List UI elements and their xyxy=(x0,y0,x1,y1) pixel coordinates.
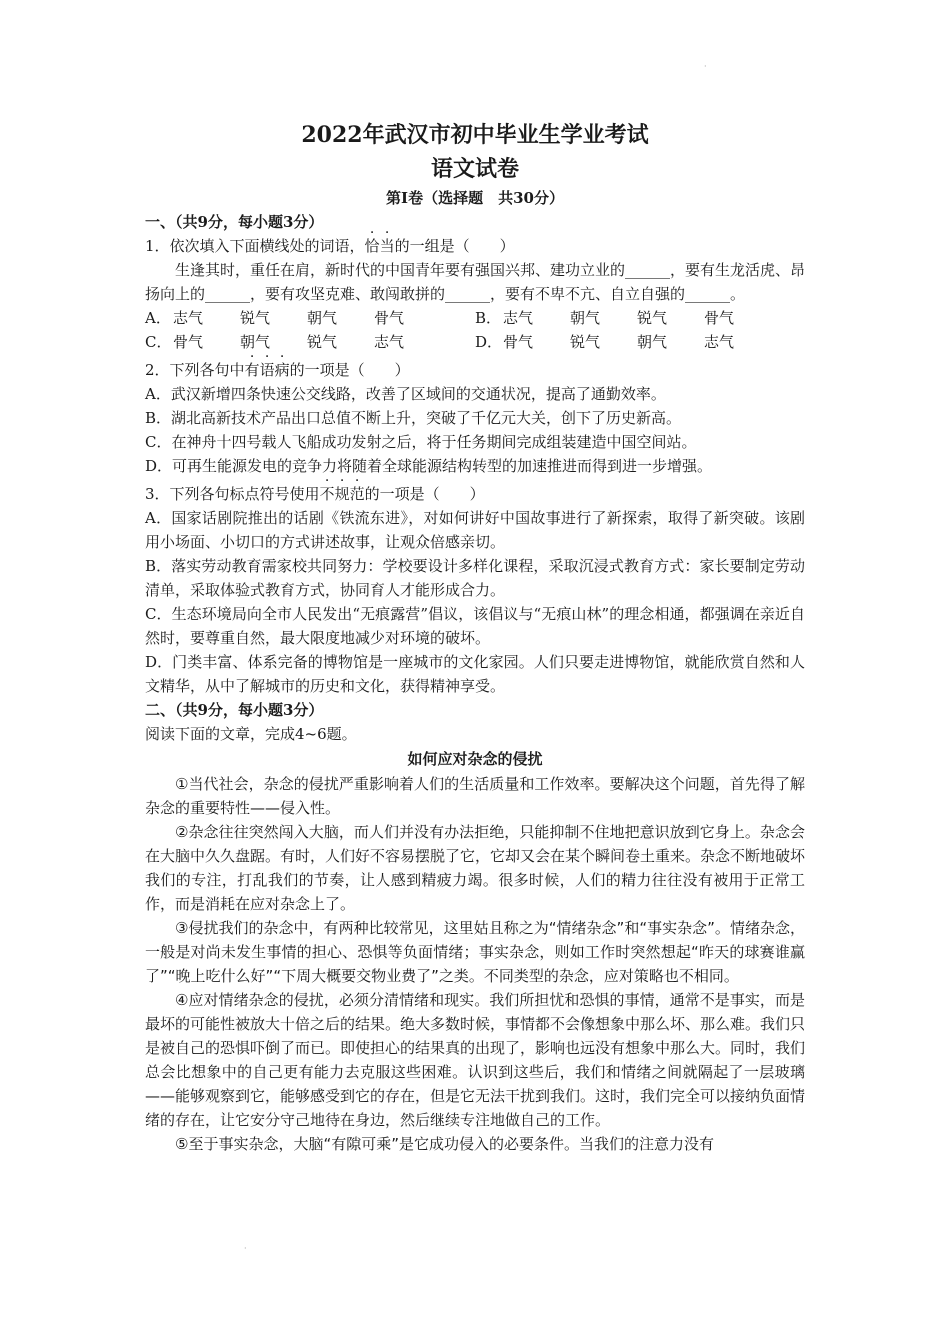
option-c: C． 骨气 朝气 锐气 志气 xyxy=(145,333,405,351)
emphasis-char: 范 xyxy=(349,485,365,503)
emphasis-char: 不 xyxy=(319,485,335,503)
section2-heading: 二、（共9分，每小题3分） xyxy=(145,701,324,719)
article-paragraph: ①当代社会，杂念的侵扰严重影响着人们的生活质量和工作效率。要解决这个问题，首先得了解杂念的重要特性——侵入性。 xyxy=(145,775,805,817)
question-1-options-row-2 xyxy=(145,330,805,354)
option-a: A． 志气 锐气 朝气 骨气 xyxy=(145,309,405,327)
question-3-stem: 3．下列各句标点符号使用不规范的一项是（ ） xyxy=(145,482,805,506)
emphasis-char: 语 xyxy=(259,361,275,379)
question-3-option-a: A．国家话剧院推出的话剧《铁流东进》，对如何讲好中国故事进行了新探索，取得了新突破。该剧用小场面、小切口的方式讲述故事，让观众倍感亲切。 xyxy=(145,509,805,551)
question-3-option-b: B．落实劳动教育需家校共同努力：学校要设计多样化课程，采取沉浸式教育方式：家长要制定劳动清单，采取体验式教育方式，协同育人才能形成合力。 xyxy=(145,557,805,599)
article-paragraph: ④应对情绪杂念的侵扰，必须分清情绪和现实。我们所担忧和恐惧的事情，通常不是事实，而是最坏的可能性被放大十倍之后的结果。绝大多数时候，事情都不会像想象中那么坏、那么难。我们只是被自己的恐惧吓倒了而已。即使担心的结果真的出现了，影响也远没有想象中那么大。同时，我们总会比想象中的自己更有能力去克服这些困难。认识到这些后，我们和情绪之间就隔起了一层玻璃——能够观察到它，能够感受到它的存在，但是它无法干扰到我们。这时，我们完全可以接纳负面情绪的存在，让它安分守己地待在身边，然后继续专注地做自己的工作。 xyxy=(145,991,806,1129)
exam-subtitle: 语文试卷 xyxy=(430,156,519,182)
emphasis-char: 有 xyxy=(244,361,260,379)
question-2-stem: 2．下列各句中有语病的一项是（ ） xyxy=(145,358,805,382)
question-1-stem: 1．依次填入下面横线处的词语，恰当的一组是（ ） xyxy=(145,234,805,258)
exam-content xyxy=(145,110,805,1156)
emphasis-char: 规 xyxy=(334,485,350,503)
question-2-option-c: C．在神舟十四号载人飞船成功发射之后，将于任务期间完成组装建造中国空间站。 xyxy=(145,433,697,451)
scan-mark-bottom: · xyxy=(244,1244,247,1253)
article-title: 如何应对杂念的侵扰 xyxy=(407,750,543,768)
emphasis-char: 恰 xyxy=(364,237,380,255)
scan-mark-top: · xyxy=(704,62,707,71)
article-paragraph: ③侵扰我们的杂念中，有两种比较常见，这里姑且称之为“情绪杂念”和“事实杂念”。情绪杂念，一般是对尚未发生事情的担心、恐惧等负面情绪；事实杂念，则如工作时突然想起“昨天的球赛谁赢了”“晚上吃什么好”“下周大概要交物业费了”之类。不同类型的杂念，应对策略也不相同。 xyxy=(145,919,805,985)
option-b: B． 志气 朝气 锐气 骨气 xyxy=(475,309,735,327)
question-2-option-b: B．湖北高新技术产品出口总值不断上升，突破了千亿元大关，创下了历史新高。 xyxy=(145,409,682,427)
question-3-option-d: D．门类丰富、体系完备的博物馆是一座城市的文化家园。人们只要走进博物馆，就能欣赏自然和人文精华，从中了解城市的历史和文化，获得精神享受。 xyxy=(145,653,805,695)
option-d: D． 骨气 锐气 朝气 志气 xyxy=(475,333,735,351)
article-body xyxy=(145,772,805,1156)
section1-heading: 一、（共9分，每小题3分） xyxy=(145,213,324,231)
exam-title: 2022年武汉市初中毕业生学业考试 xyxy=(301,122,649,148)
emphasis-char: 病 xyxy=(274,361,290,379)
question-3-option-c: C．生态环境局向全市人民发出“无痕露营”倡议，该倡议与“无痕山林”的理念相通，都强调在亲近自然时，要尊重自然，最大限度地减少对环境的破坏。 xyxy=(145,605,805,647)
article-paragraph: ②杂念往往突然闯入大脑，而人们并没有办法拒绝，只能抑制不住地把意识放到它身上。杂念会在大脑中久久盘踞。有时，人们好不容易摆脱了它，它却又会在某个瞬间卷土重来。杂念不断地破坏我们的专注，打乱我们的节奏，让人感到精疲力竭。很多时候，人们的精力往往没有被用于正常工作，而是消耗在应对杂念上了。 xyxy=(145,823,806,913)
part-title: 第Ⅰ卷（选择题 共30分） xyxy=(386,189,564,207)
question-2-option-a: A．武汉新增四条快速公交线路，改善了区域间的交通状况，提高了通勤效率。 xyxy=(145,385,666,403)
article-paragraph: ⑤至于事实杂念，大脑“有隙可乘”是它成功侵入的必要条件。当我们的注意力没有 xyxy=(175,1135,714,1153)
question-1-passage: 生逢其时，重任在肩，新时代的中国青年要有强国兴邦、建功立业的______，要有生龙活虎、昂扬向上的______，要有攻坚克难、敢闯敢拼的______，要有不卑不亢、自立自强的______。 xyxy=(145,261,806,303)
emphasis-char: 当 xyxy=(379,237,395,255)
question-2-option-d: D．可再生能源发电的竞争力将随着全球能源结构转型的加速推进而得到进一步增强。 xyxy=(145,457,713,475)
question-1-options-row-1 xyxy=(145,306,805,330)
section2-intro: 阅读下面的文章，完成4~6题。 xyxy=(145,725,357,743)
